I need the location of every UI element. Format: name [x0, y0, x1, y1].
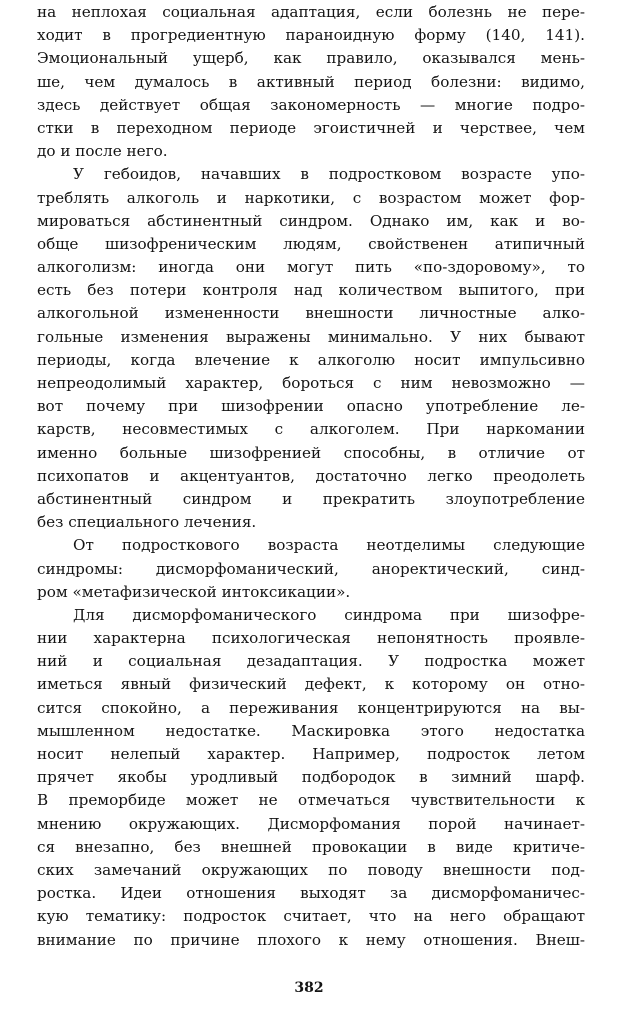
text-line: мироваться абстинентный синдром. Однако им, как и во-	[37, 211, 585, 230]
text-line: алкогольной измененности внешности личностные алко-	[37, 304, 585, 323]
text-line: носит нелепый характер. Например, подросток летом	[37, 745, 585, 763]
text-line: кую тематику: подросток считает, что на него обращают	[37, 907, 585, 926]
text-line: ростка. Идеи отношения выходят за дисморфоманичес-	[37, 884, 585, 903]
text-line: ше, чем думалось в активный период болезни: видимо,	[37, 72, 585, 91]
text-line: вот почему при шизофрении опасно употребление ле-	[37, 397, 585, 416]
paragraph	[37, 534, 585, 604]
page-number: 382	[294, 980, 324, 996]
text-line: ний и социальная дезадаптация. У подростка может	[37, 652, 585, 671]
text-line: стки в переходном периоде эгоистичней и черствее, чем	[37, 118, 585, 137]
text-line: гольные изменения выражены минимально. У них бывают	[37, 327, 585, 346]
text-line: именно больные шизофренией способны, в отличие от	[37, 443, 585, 462]
text-line: карств, несовместимых с алкоголем. При наркомании	[37, 420, 585, 439]
text-line: ром «метафизической интоксикации».	[37, 582, 351, 601]
text-line: У гебоидов, начавших в подростковом возрасте упо-	[73, 165, 585, 184]
page-body	[37, 0, 585, 952]
text-line: треблять алкоголь и наркотики, с возрастом может фор-	[37, 188, 585, 207]
text-line: психопатов и акцентуантов, достаточно легко преодолеть	[37, 466, 585, 485]
paragraph	[37, 1, 585, 163]
text-line: ся внезапно, без внешней провокации в виде критиче-	[37, 837, 585, 856]
text-line: мышленном недостатке. Маскировка этого недостатка	[37, 721, 585, 740]
text-line: здесь действует общая закономерность — многие подро-	[37, 95, 585, 114]
text-line: Эмоциональный ущерб, как правило, оказывался мень-	[37, 49, 585, 68]
text-line: на неплохая социальная адаптация, если болезнь не пере-	[37, 3, 585, 21]
text-line: есть без потери контроля над количеством выпитого, при	[37, 281, 585, 300]
text-line: периоды, когда влечение к алкоголю носит импульсивно	[37, 350, 585, 369]
text-line: От подросткового возраста неотделимы следующие	[73, 536, 585, 555]
text-line: ских замечаний окружающих по поводу внешности под-	[37, 860, 585, 879]
text-line: внимание по причине плохого к нему отношения. Внеш-	[37, 930, 585, 949]
paragraph	[37, 604, 585, 952]
text-line: обще шизофреническим людям, свойственен атипичный	[37, 234, 585, 253]
paragraph	[37, 163, 585, 534]
text-line: Для дисморфоманического синдрома при шизофре-	[73, 605, 585, 624]
text-line: абстинентный синдром и прекратить злоупотребление	[37, 489, 585, 508]
text-line: мнению окружающих. Дисморфомания порой начинает-	[37, 814, 585, 833]
text-line: В преморбиде может не отмечаться чувствительности к	[37, 791, 585, 810]
text-line: синдромы: дисморфоманический, аноректический, синд-	[37, 559, 585, 578]
text-line: нии характерна психологическая непонятность проявле-	[37, 629, 585, 648]
text-line: непреодолимый характер, бороться с ним невозможно —	[37, 374, 585, 392]
text-line: прячет якобы уродливый подбородок в зимний шарф.	[37, 768, 585, 787]
text-line: алкоголизм: иногда они могут пить «по-здоровому», то	[37, 258, 585, 277]
text-line: иметься явный физический дефект, к которому он отно-	[37, 675, 585, 694]
text-line: без специального лечения.	[37, 513, 257, 532]
text-line: ходит в прогредиентную параноидную форму (140, 141).	[37, 26, 585, 45]
text-line: до и после него.	[37, 142, 168, 161]
text-line: сится спокойно, а переживания концентрируются на вы-	[37, 698, 585, 717]
